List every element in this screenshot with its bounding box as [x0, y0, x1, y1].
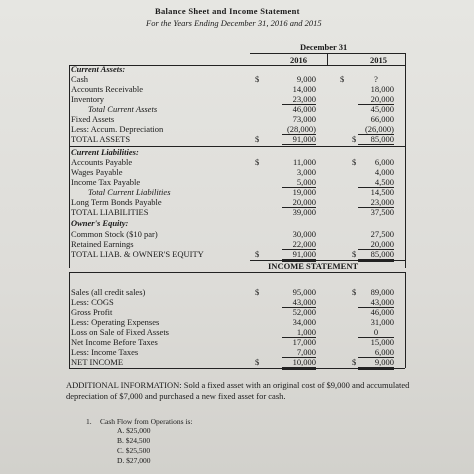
- ar-2016: 14,000: [292, 84, 316, 94]
- gross-profit-2015: 46,000: [370, 307, 394, 317]
- cogs-2016: 43,000: [282, 297, 316, 308]
- total-liab-equity-2016: 91,000: [282, 249, 316, 262]
- sales-dollar-2016: $: [255, 287, 260, 297]
- long-term-bonds-2016: 20,000: [282, 197, 316, 208]
- wages-payable-label: Wages Payable: [71, 167, 123, 177]
- fixed-assets-2016: 73,000: [292, 114, 316, 124]
- total-current-assets-label: Total Current Assets: [88, 104, 158, 114]
- net-income-before-taxes-2015: 15,000: [370, 337, 394, 347]
- ap-2015: 6,000: [374, 157, 394, 167]
- net-income-label: NET INCOME: [71, 357, 124, 367]
- fixed-assets-2015: 66,000: [370, 114, 394, 124]
- sales-label: Sales (all credit sales): [71, 287, 146, 297]
- net-income-before-taxes-label: Net Income Before Taxes: [71, 337, 158, 347]
- cash-2015: ?: [374, 74, 378, 84]
- total-current-assets-2016: 46,000: [292, 104, 316, 114]
- net-income-before-taxes-2016: 17,000: [292, 337, 316, 347]
- ar-label: Accounts Receivable: [71, 84, 143, 94]
- answer-option-d[interactable]: D. $27,000: [117, 456, 151, 465]
- net-income-2015: 9,000: [358, 357, 394, 370]
- common-stock-2015: 27,500: [370, 229, 394, 239]
- wages-payable-2016: 3,000: [296, 167, 316, 177]
- cogs-label: Less: COGS: [71, 297, 114, 307]
- total-assets-dollar-2015: $: [352, 134, 357, 144]
- income-left-border: [69, 272, 70, 368]
- statement-subtitle: For the Years Ending December 31, 2016 and 2015: [146, 18, 322, 28]
- year-column-divider: [327, 53, 328, 65]
- current-liabilities-heading: Current Liabilities:: [71, 147, 139, 157]
- fixed-assets-label: Fixed Assets: [71, 114, 115, 124]
- income-taxes-label: Less: Income Taxes: [71, 347, 139, 357]
- cash-dollar-2016: $: [255, 74, 260, 84]
- loss-on-sale-label: Loss on Sale of Fixed Assets: [71, 327, 169, 337]
- total-assets-label: TOTAL ASSETS: [71, 134, 131, 144]
- answer-option-a[interactable]: A. $25,000: [117, 426, 151, 435]
- current-assets-heading: Current Assets:: [71, 64, 126, 74]
- income-bottom-rule: [69, 368, 405, 369]
- income-tax-payable-label: Income Tax Payable: [71, 177, 141, 187]
- retained-earnings-label: Retained Earnings: [71, 239, 134, 249]
- operating-expenses-label: Less: Operating Expenses: [71, 317, 160, 327]
- sales-2015: 89,000: [370, 287, 394, 297]
- total-assets-2016: 91,000: [282, 134, 316, 147]
- ap-label: Accounts Payable: [71, 157, 133, 167]
- loss-on-sale-2016: 1,000: [282, 327, 316, 338]
- income-tax-payable-2016: 5,000: [282, 177, 316, 188]
- net-income-dollar-2015: $: [352, 357, 357, 367]
- long-term-bonds-label: Long Term Bonds Payable: [71, 197, 162, 207]
- common-stock-label: Common Stock ($10 par): [71, 229, 158, 239]
- additional-info-line-2: depreciation of $7,000 and purchased a new fixed asset for cash.: [66, 391, 286, 401]
- accum-depreciation-2016: (28,000): [282, 124, 316, 135]
- cash-label: Cash: [71, 74, 88, 84]
- inventory-2016: 23,000: [282, 94, 316, 105]
- total-liab-equity-2015: 85,000: [358, 249, 394, 262]
- total-liab-equity-label: TOTAL LIAB. & OWNER'S EQUITY: [71, 249, 204, 259]
- net-income-dollar-2016: $: [255, 357, 260, 367]
- total-assets-dollar-2016: $: [255, 134, 260, 144]
- question-text: Cash Flow from Operations is:: [100, 417, 193, 426]
- total-assets-2015: 85,000: [358, 134, 394, 147]
- total-liabilities-2015: 37,500: [370, 207, 394, 217]
- income-tax-payable-2015: 4,500: [358, 177, 394, 188]
- accum-depreciation-label: Less: Accum. Depreciation: [71, 124, 164, 134]
- table-right-border: [405, 53, 406, 268]
- ap-2016: 11,000: [292, 157, 316, 167]
- total-current-liabilities-label: Total Current Liabilities: [88, 187, 171, 197]
- operating-expenses-2015: 31,000: [370, 317, 394, 327]
- question-number: 1.: [86, 417, 92, 426]
- ap-dollar-2015: $: [352, 157, 357, 167]
- income-statement-heading: INCOME STATEMENT: [268, 261, 359, 271]
- total-current-assets-2015: 45,000: [370, 104, 394, 114]
- retained-earnings-2015: 20,000: [358, 239, 394, 250]
- income-taxes-2016: 7,000: [282, 347, 316, 358]
- table-left-border: [69, 65, 70, 268]
- answer-option-c[interactable]: C. $25,500: [117, 446, 151, 455]
- cash-2016: 9,000: [296, 74, 316, 84]
- sales-2016: 95,000: [292, 287, 316, 297]
- inventory-2015: 20,000: [358, 94, 394, 105]
- net-income-2016: 10,000: [282, 357, 316, 370]
- operating-expenses-2016: 34,000: [292, 317, 316, 327]
- statement-title: Balance Sheet and Income Statement: [155, 6, 300, 16]
- owners-equity-heading: Owner's Equity:: [71, 218, 129, 228]
- income-right-border: [405, 272, 406, 368]
- year-2015-header: 2015: [370, 55, 387, 65]
- cogs-2015: 43,000: [358, 297, 394, 308]
- long-term-bonds-2015: 23,000: [358, 197, 394, 208]
- column-group-header: December 31: [300, 42, 348, 52]
- additional-info-line-1: ADDITIONAL INFORMATION: Sold a fixed asset with an original cost of $9,000 and accumulated: [66, 380, 410, 390]
- total-current-liabilities-2016: 19,000: [292, 187, 316, 197]
- gross-profit-2016: 52,000: [292, 307, 316, 317]
- sales-dollar-2015: $: [352, 287, 357, 297]
- total-current-liabilities-2015: 14,500: [370, 187, 394, 197]
- ap-dollar-2016: $: [255, 157, 260, 167]
- total-liab-equity-dollar-2015: $: [352, 249, 357, 259]
- common-stock-2016: 30,000: [292, 229, 316, 239]
- loss-on-sale-2015: 0: [358, 327, 394, 338]
- gross-profit-label: Gross Profit: [71, 307, 113, 317]
- total-liab-equity-dollar-2016: $: [255, 249, 260, 259]
- total-liabilities-label: TOTAL LIABILITIES: [71, 207, 149, 217]
- year-2016-header: 2016: [290, 55, 307, 65]
- ar-2015: 18,000: [370, 84, 394, 94]
- wages-payable-2015: 4,000: [374, 167, 394, 177]
- cash-dollar-2015: $: [340, 74, 345, 84]
- answer-option-b[interactable]: B. $24,500: [117, 436, 151, 445]
- inventory-label: Inventory: [71, 94, 105, 104]
- total-liabilities-2016: 39,000: [292, 207, 316, 217]
- income-heading-bottom-rule: [69, 272, 405, 273]
- retained-earnings-2016: 22,000: [282, 239, 316, 250]
- income-taxes-2015: 6,000: [358, 347, 394, 358]
- accum-depreciation-2015: (26,000): [358, 124, 394, 135]
